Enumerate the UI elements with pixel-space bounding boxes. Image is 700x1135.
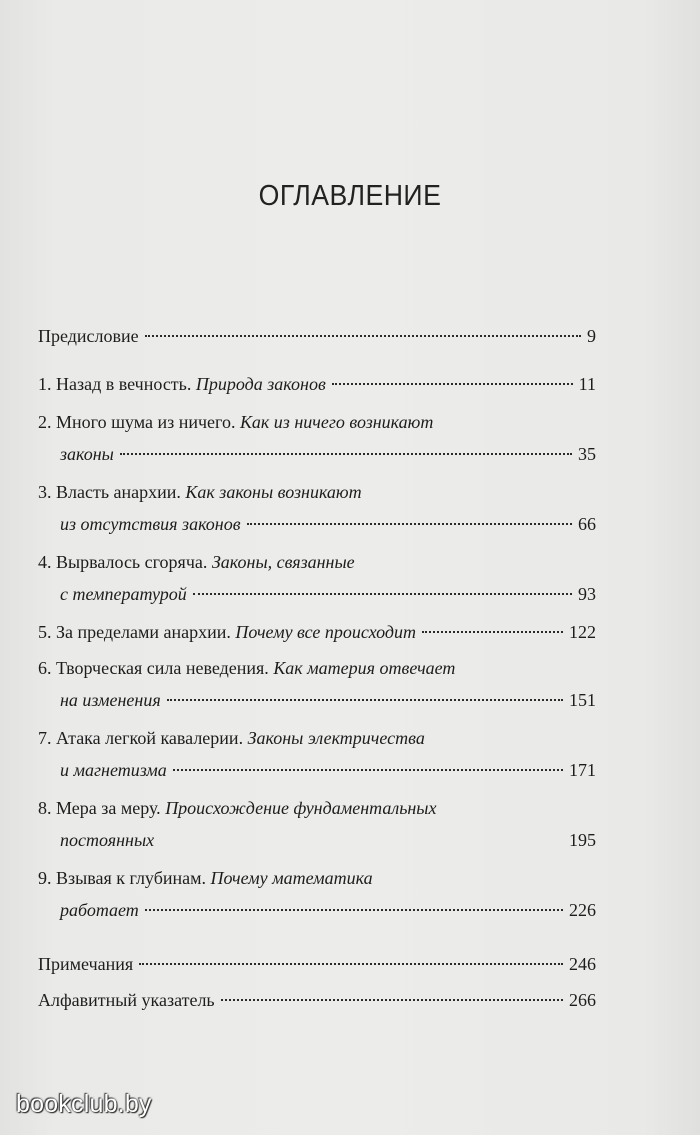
toc-entry-subtitle: Как законы возникают xyxy=(185,482,362,502)
toc-entry-subtitle-cont: работает xyxy=(60,900,139,920)
toc-entry-title: 5. За пределами анархии. xyxy=(38,622,236,642)
toc-entry-subtitle: Почему математика xyxy=(210,868,373,888)
toc-entry-title: 9. Взывая к глубинам. xyxy=(38,868,211,888)
toc-entry-subtitle: Как из ничего возникают xyxy=(239,412,434,432)
dot-leader xyxy=(422,631,563,633)
toc-entry-subtitle-cont: постоянных xyxy=(60,830,155,850)
toc-entry-title: Алфавитный указатель xyxy=(38,990,215,1010)
toc-entry-chapter-6 xyxy=(38,656,596,712)
toc-page-number: 93 xyxy=(578,584,596,604)
toc-entry-subtitle-cont: на изменения xyxy=(60,690,161,710)
toc-page-number: 11 xyxy=(578,374,596,394)
toc-entry-title: 1. Назад в вечность. xyxy=(38,374,196,394)
watermark: bookclub.by xyxy=(16,1090,152,1118)
toc-entry-subtitle-cont: с температурой xyxy=(60,584,187,604)
toc-page-number: 122 xyxy=(569,622,596,642)
toc-entry-title: 7. Атака легкой кавалерии. xyxy=(38,728,248,748)
dot-leader xyxy=(332,383,573,385)
toc-entry-chapter-3 xyxy=(38,480,596,536)
toc-page-number: 246 xyxy=(569,954,596,974)
toc-entry-index xyxy=(38,988,596,1012)
toc-entry-subtitle: Происхождение фундаментальных xyxy=(165,798,437,818)
toc-entry-subtitle: Законы, связанные xyxy=(211,552,355,572)
dot-leader xyxy=(221,999,563,1001)
toc-entry-notes xyxy=(38,952,596,976)
toc-entry-subtitle-cont: законы xyxy=(60,444,114,464)
dot-leader xyxy=(247,523,572,525)
toc-entry-chapter-1 xyxy=(38,372,596,396)
toc-page-number: 171 xyxy=(569,760,596,780)
toc-entry-title: Предисловие xyxy=(38,326,139,346)
toc-entry-chapter-7 xyxy=(38,726,596,782)
toc-entry-subtitle: Природа законов xyxy=(195,374,326,394)
dot-leader xyxy=(145,909,563,911)
toc-entry-subtitle: Как материя отвечает xyxy=(273,658,456,678)
page-title: ОГЛАВЛЕНИЕ xyxy=(258,180,442,212)
toc-page-number: 35 xyxy=(578,444,596,464)
toc-entry-title: 3. Власть анархии. xyxy=(38,482,186,502)
dot-leader xyxy=(139,963,563,965)
toc-entry-title: 8. Мера за меру. xyxy=(38,798,166,818)
toc-entry-chapter-2 xyxy=(38,410,596,466)
dot-leader xyxy=(193,593,572,595)
toc-entry-subtitle-cont: из отсутствия законов xyxy=(60,514,241,534)
dot-leader xyxy=(120,453,572,455)
dot-leader xyxy=(160,839,563,841)
toc-entry-preface xyxy=(38,324,596,348)
toc-page-number: 151 xyxy=(569,690,596,710)
toc-page-number: 9 xyxy=(587,326,596,346)
toc-entry-subtitle-cont: и магнетизма xyxy=(60,760,167,780)
toc-entry-subtitle: Почему все происходит xyxy=(235,622,417,642)
toc-entry-title: 2. Много шума из ничего. xyxy=(38,412,240,432)
toc-entry-chapter-9 xyxy=(38,866,596,922)
toc-entry-title: 6. Творческая сила неведения. xyxy=(38,658,274,678)
toc-entry-chapter-5 xyxy=(38,620,596,644)
toc-entry-title: 4. Вырвалось сгоряча. xyxy=(38,552,212,572)
toc-page-number: 226 xyxy=(569,900,596,920)
dot-leader xyxy=(167,699,563,701)
dot-leader xyxy=(173,769,563,771)
toc-entry-subtitle: Законы электричества xyxy=(247,728,425,748)
toc-page-number: 266 xyxy=(569,990,596,1010)
toc-entry-chapter-8 xyxy=(38,796,596,852)
toc-page-number: 195 xyxy=(569,830,596,850)
dot-leader xyxy=(145,335,581,337)
toc-page-number: 66 xyxy=(578,514,596,534)
toc-entry-title: Примечания xyxy=(38,954,134,974)
toc-entry-chapter-4 xyxy=(38,550,596,606)
